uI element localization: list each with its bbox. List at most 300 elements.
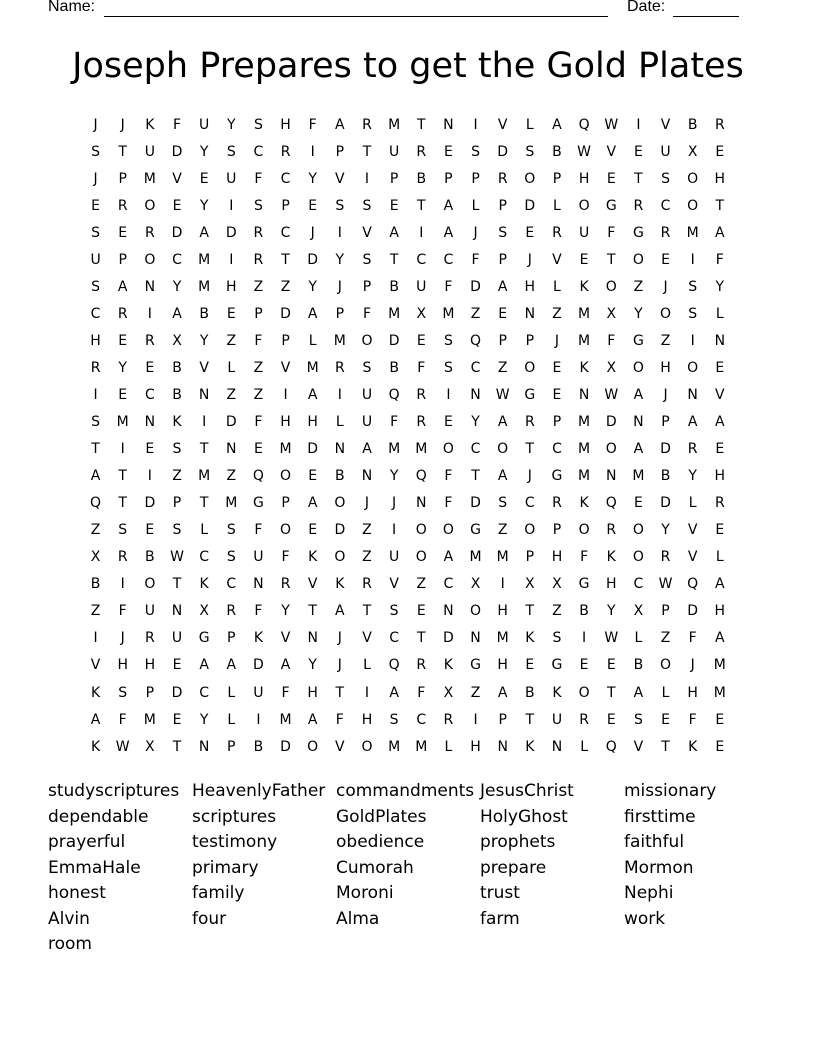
grid-letter[interactable]: C	[552, 441, 562, 458]
grid-letter[interactable]: W	[495, 386, 510, 403]
grid-letter[interactable]: I	[364, 684, 370, 701]
grid-letter[interactable]: E	[199, 170, 209, 187]
grid-letter[interactable]: M	[578, 305, 591, 322]
grid-letter[interactable]: G	[524, 386, 536, 403]
grid-letter[interactable]: S	[688, 278, 698, 295]
grid-letter[interactable]: H	[714, 170, 726, 187]
grid-letter[interactable]: R	[362, 116, 372, 133]
grid-letter[interactable]: I	[229, 197, 234, 214]
grid-letter[interactable]: E	[579, 251, 589, 268]
grid-letter[interactable]: L	[227, 684, 236, 701]
grid-letter[interactable]: M	[442, 305, 455, 322]
grid-letter[interactable]: A	[172, 305, 182, 322]
grid-letter[interactable]: U	[660, 143, 671, 160]
grid-letter[interactable]: D	[225, 414, 237, 431]
grid-letter[interactable]: E	[118, 332, 128, 349]
grid-letter[interactable]: T	[172, 576, 182, 593]
grid-letter[interactable]: D	[334, 522, 346, 539]
grid-letter[interactable]: F	[607, 224, 616, 241]
grid-letter[interactable]: B	[660, 468, 671, 485]
grid-letter[interactable]: P	[281, 495, 290, 512]
grid-letter[interactable]: C	[199, 549, 210, 566]
grid-letter[interactable]: H	[497, 657, 508, 674]
grid-letter[interactable]: L	[308, 332, 317, 349]
grid-letter[interactable]: A	[552, 116, 562, 133]
grid-letter[interactable]: F	[254, 170, 263, 187]
grid-letter[interactable]: F	[308, 116, 317, 133]
grid-letter[interactable]: Z	[660, 630, 671, 647]
grid-letter[interactable]: H	[660, 359, 671, 376]
grid-letter[interactable]: E	[606, 711, 616, 728]
grid-letter[interactable]: L	[471, 197, 480, 214]
grid-letter[interactable]: Z	[253, 278, 264, 295]
grid-letter[interactable]: I	[337, 224, 342, 241]
grid-letter[interactable]: E	[525, 657, 535, 674]
grid-letter[interactable]: M	[415, 441, 428, 458]
grid-letter[interactable]: Z	[633, 278, 644, 295]
grid-letter[interactable]: R	[117, 305, 128, 322]
grid-letter[interactable]: M	[686, 224, 699, 241]
grid-letter[interactable]: Z	[226, 468, 237, 485]
grid-letter[interactable]: W	[170, 549, 184, 566]
grid-letter[interactable]: K	[145, 116, 155, 133]
grid-letter[interactable]: B	[172, 359, 182, 376]
grid-letter[interactable]: M	[198, 278, 211, 295]
grid-letter[interactable]: B	[687, 116, 698, 133]
grid-letter[interactable]: J	[527, 251, 532, 268]
grid-letter[interactable]: M	[632, 468, 645, 485]
grid-letter[interactable]: P	[498, 251, 507, 268]
grid-letter[interactable]: L	[715, 549, 724, 566]
grid-letter[interactable]: S	[335, 197, 345, 214]
grid-letter[interactable]: J	[554, 332, 560, 349]
grid-letter[interactable]: A	[307, 495, 318, 512]
grid-letter[interactable]: Y	[308, 278, 317, 295]
grid-letter[interactable]: R	[714, 116, 725, 133]
grid-letter[interactable]: U	[416, 278, 427, 295]
grid-letter[interactable]: H	[470, 738, 481, 755]
grid-letter[interactable]: O	[687, 170, 699, 187]
grid-letter[interactable]: U	[253, 684, 264, 701]
grid-letter[interactable]: D	[171, 224, 183, 241]
grid-letter[interactable]: S	[91, 414, 101, 431]
grid-letter[interactable]: R	[714, 495, 725, 512]
grid-letter[interactable]: T	[362, 143, 372, 160]
grid-letter[interactable]: Y	[199, 143, 209, 160]
grid-letter[interactable]: I	[690, 332, 695, 349]
grid-letter[interactable]: P	[552, 414, 562, 431]
grid-letter[interactable]: F	[118, 603, 127, 620]
grid-letter[interactable]: R	[552, 224, 562, 241]
grid-letter[interactable]: I	[202, 414, 207, 431]
grid-letter[interactable]: L	[335, 414, 344, 431]
grid-letter[interactable]: D	[225, 224, 237, 241]
grid-letter[interactable]: D	[171, 143, 183, 160]
grid-letter[interactable]: Y	[606, 603, 616, 620]
grid-letter[interactable]: U	[226, 170, 237, 187]
grid-letter[interactable]: C	[633, 576, 644, 593]
grid-letter[interactable]: V	[172, 170, 182, 187]
grid-letter[interactable]: O	[280, 522, 292, 539]
grid-letter[interactable]: M	[578, 414, 591, 431]
grid-letter[interactable]: T	[606, 684, 616, 701]
grid-letter[interactable]: E	[389, 197, 399, 214]
grid-letter[interactable]: S	[688, 305, 698, 322]
grid-letter[interactable]: M	[578, 441, 591, 458]
grid-letter[interactable]: E	[633, 495, 643, 512]
grid-letter[interactable]: A	[389, 224, 399, 241]
grid-letter[interactable]: M	[279, 711, 292, 728]
grid-letter[interactable]: S	[471, 143, 480, 160]
grid-letter[interactable]: T	[118, 143, 127, 160]
grid-letter[interactable]: Y	[172, 278, 182, 295]
grid-letter[interactable]: B	[525, 684, 535, 701]
grid-letter[interactable]: X	[172, 332, 182, 349]
grid-letter[interactable]: I	[120, 576, 125, 593]
grid-letter[interactable]: U	[578, 224, 590, 241]
grid-letter[interactable]: B	[90, 576, 101, 593]
grid-letter[interactable]: N	[687, 386, 698, 403]
grid-letter[interactable]: C	[416, 251, 427, 268]
grid-letter[interactable]: M	[388, 441, 401, 458]
grid-letter[interactable]: K	[525, 738, 535, 755]
grid-letter[interactable]: G	[632, 224, 644, 241]
grid-letter[interactable]: N	[144, 414, 156, 431]
grid-letter[interactable]: X	[606, 305, 617, 322]
grid-letter[interactable]: V	[90, 657, 101, 674]
grid-letter[interactable]: F	[254, 603, 263, 620]
grid-letter[interactable]: I	[120, 441, 125, 458]
grid-letter[interactable]: U	[253, 549, 264, 566]
grid-letter[interactable]: K	[172, 414, 182, 431]
grid-letter[interactable]: O	[361, 332, 373, 349]
grid-letter[interactable]: S	[118, 522, 128, 539]
grid-letter[interactable]: A	[199, 224, 209, 241]
grid-letter[interactable]: Y	[661, 522, 670, 539]
grid-letter[interactable]: A	[497, 414, 508, 431]
grid-letter[interactable]: F	[281, 684, 290, 701]
grid-letter[interactable]: K	[552, 684, 562, 701]
grid-letter[interactable]: S	[253, 116, 263, 133]
grid-letter[interactable]: R	[524, 414, 535, 431]
grid-letter[interactable]: A	[199, 657, 209, 674]
grid-letter[interactable]: E	[443, 143, 453, 160]
grid-letter[interactable]: R	[416, 657, 427, 674]
grid-letter[interactable]: O	[632, 522, 644, 539]
grid-letter[interactable]: N	[551, 738, 563, 755]
grid-letter[interactable]: P	[335, 305, 345, 322]
grid-letter[interactable]: P	[552, 170, 562, 187]
grid-letter[interactable]: T	[525, 711, 535, 728]
grid-letter[interactable]: O	[605, 278, 617, 295]
grid-letter[interactable]: S	[91, 224, 101, 241]
grid-letter[interactable]: E	[715, 522, 725, 539]
grid-letter[interactable]: X	[633, 603, 644, 620]
grid-letter[interactable]: E	[118, 224, 128, 241]
grid-letter[interactable]: S	[525, 143, 535, 160]
grid-letter[interactable]: A	[90, 711, 101, 728]
grid-letter[interactable]: K	[688, 738, 698, 755]
grid-letter[interactable]: E	[253, 441, 263, 458]
grid-letter[interactable]: C	[443, 251, 454, 268]
grid-letter[interactable]: C	[172, 251, 182, 268]
grid-letter[interactable]: X	[199, 603, 209, 620]
grid-letter[interactable]: H	[307, 414, 318, 431]
grid-letter[interactable]: N	[144, 278, 156, 295]
grid-letter[interactable]: P	[118, 170, 127, 187]
grid-letter[interactable]: V	[715, 386, 725, 403]
grid-letter[interactable]: O	[578, 522, 590, 539]
grid-letter[interactable]: Y	[634, 305, 643, 322]
grid-letter[interactable]: Z	[362, 522, 372, 539]
grid-letter[interactable]: R	[633, 197, 644, 214]
grid-letter[interactable]: T	[362, 603, 372, 620]
grid-letter[interactable]: T	[199, 441, 209, 458]
grid-letter[interactable]: Q	[252, 468, 264, 485]
grid-letter[interactable]: K	[308, 549, 318, 566]
grid-letter[interactable]: L	[227, 711, 236, 728]
grid-letter[interactable]: Q	[90, 495, 102, 512]
grid-letter[interactable]: C	[226, 576, 237, 593]
grid-letter[interactable]: H	[117, 657, 128, 674]
grid-letter[interactable]: T	[416, 630, 426, 647]
grid-letter[interactable]: S	[91, 143, 101, 160]
grid-letter[interactable]: Z	[226, 332, 237, 349]
grid-letter[interactable]: U	[388, 549, 400, 566]
grid-letter[interactable]: O	[144, 576, 156, 593]
grid-letter[interactable]: X	[525, 576, 535, 593]
grid-letter[interactable]: S	[443, 332, 453, 349]
grid-letter[interactable]: A	[687, 414, 698, 431]
grid-letter[interactable]: K	[579, 278, 589, 295]
grid-letter[interactable]: D	[307, 441, 319, 458]
grid-letter[interactable]: Z	[470, 684, 481, 701]
grid-letter[interactable]: X	[416, 305, 427, 322]
grid-letter[interactable]: C	[470, 441, 481, 458]
grid-letter[interactable]: Q	[605, 738, 617, 755]
grid-letter[interactable]: D	[144, 495, 156, 512]
grid-letter[interactable]: N	[198, 738, 210, 755]
grid-letter[interactable]: N	[497, 738, 508, 755]
grid-letter[interactable]: S	[443, 359, 453, 376]
grid-letter[interactable]: N	[443, 116, 454, 133]
grid-letter[interactable]: M	[713, 684, 726, 701]
grid-letter[interactable]: V	[362, 224, 372, 241]
grid-letter[interactable]: H	[144, 657, 156, 674]
grid-letter[interactable]: P	[227, 630, 236, 647]
grid-letter[interactable]: E	[579, 657, 589, 674]
grid-letter[interactable]: S	[253, 197, 263, 214]
grid-letter[interactable]: M	[388, 116, 401, 133]
grid-letter[interactable]: K	[606, 549, 616, 566]
grid-letter[interactable]: U	[199, 116, 210, 133]
grid-letter[interactable]: B	[633, 657, 644, 674]
grid-letter[interactable]: H	[307, 684, 318, 701]
grid-letter[interactable]: I	[147, 468, 152, 485]
grid-letter[interactable]: P	[661, 414, 670, 431]
grid-letter[interactable]: E	[552, 359, 562, 376]
grid-letter[interactable]: T	[606, 251, 616, 268]
grid-letter[interactable]: H	[497, 603, 508, 620]
grid-letter[interactable]: F	[254, 522, 263, 539]
grid-letter[interactable]: S	[226, 522, 236, 539]
grid-letter[interactable]: J	[690, 657, 695, 674]
grid-letter[interactable]: K	[90, 738, 101, 755]
grid-letter[interactable]: E	[145, 441, 155, 458]
grid-letter[interactable]: T	[525, 603, 535, 620]
grid-letter[interactable]: I	[473, 711, 478, 728]
grid-letter[interactable]: Q	[605, 495, 617, 512]
date-line[interactable]	[673, 16, 739, 17]
grid-letter[interactable]: E	[172, 657, 182, 674]
grid-letter[interactable]: Z	[90, 603, 101, 620]
name-line[interactable]	[104, 16, 608, 17]
grid-letter[interactable]: V	[660, 116, 671, 133]
grid-letter[interactable]: G	[605, 197, 617, 214]
grid-letter[interactable]: M	[333, 332, 346, 349]
grid-letter[interactable]: A	[633, 441, 644, 458]
grid-letter[interactable]: Z	[253, 359, 264, 376]
grid-letter[interactable]: T	[118, 468, 127, 485]
grid-letter[interactable]: J	[527, 468, 532, 485]
grid-letter[interactable]: B	[579, 603, 589, 620]
grid-letter[interactable]: L	[227, 359, 236, 376]
grid-letter[interactable]: V	[199, 359, 209, 376]
grid-letter[interactable]: P	[335, 143, 345, 160]
grid-letter[interactable]: Q	[578, 116, 590, 133]
grid-letter[interactable]: Y	[226, 116, 236, 133]
grid-letter[interactable]: E	[416, 603, 426, 620]
grid-letter[interactable]: V	[687, 522, 698, 539]
grid-letter[interactable]: V	[552, 251, 562, 268]
grid-letter[interactable]: G	[578, 576, 590, 593]
grid-letter[interactable]: G	[198, 630, 210, 647]
grid-letter[interactable]: M	[225, 495, 238, 512]
grid-letter[interactable]: R	[579, 711, 589, 728]
grid-letter[interactable]: I	[419, 224, 424, 241]
grid-letter[interactable]: J	[337, 278, 342, 295]
grid-letter[interactable]: R	[660, 549, 671, 566]
grid-letter[interactable]: R	[687, 441, 698, 458]
grid-letter[interactable]: Z	[552, 603, 562, 620]
grid-letter[interactable]: R	[416, 414, 427, 431]
grid-letter[interactable]: J	[663, 278, 668, 295]
grid-letter[interactable]: O	[632, 251, 644, 268]
grid-letter[interactable]: G	[470, 522, 481, 539]
grid-letter[interactable]: N	[198, 386, 210, 403]
grid-letter[interactable]: Z	[280, 278, 291, 295]
grid-letter[interactable]: V	[389, 576, 399, 593]
grid-letter[interactable]: J	[120, 630, 125, 647]
grid-letter[interactable]: S	[362, 197, 372, 214]
grid-letter[interactable]: K	[579, 359, 589, 376]
grid-letter[interactable]: F	[335, 711, 344, 728]
grid-letter[interactable]: S	[172, 522, 182, 539]
grid-letter[interactable]: N	[171, 603, 183, 620]
grid-letter[interactable]: V	[335, 738, 345, 755]
grid-letter[interactable]: B	[253, 738, 264, 755]
grid-letter[interactable]: A	[497, 468, 508, 485]
grid-letter[interactable]: Z	[660, 332, 671, 349]
grid-letter[interactable]: N	[470, 630, 481, 647]
grid-letter[interactable]: F	[254, 414, 263, 431]
grid-letter[interactable]: F	[362, 305, 371, 322]
grid-letter[interactable]: N	[578, 386, 590, 403]
grid-letter[interactable]: R	[144, 224, 155, 241]
grid-letter[interactable]: S	[226, 549, 236, 566]
grid-letter[interactable]: K	[579, 495, 589, 512]
grid-letter[interactable]: L	[200, 522, 209, 539]
grid-letter[interactable]: P	[498, 711, 507, 728]
grid-letter[interactable]: S	[633, 711, 643, 728]
grid-letter[interactable]: Y	[118, 359, 127, 376]
grid-letter[interactable]: A	[362, 441, 372, 458]
grid-letter[interactable]: E	[633, 143, 643, 160]
grid-letter[interactable]: F	[688, 711, 697, 728]
grid-letter[interactable]: E	[525, 224, 535, 241]
grid-letter[interactable]: V	[362, 630, 372, 647]
grid-letter[interactable]: K	[525, 630, 535, 647]
grid-letter[interactable]: P	[661, 603, 670, 620]
grid-letter[interactable]: F	[417, 684, 426, 701]
grid-letter[interactable]: Y	[199, 711, 209, 728]
grid-letter[interactable]: T	[199, 495, 209, 512]
grid-letter[interactable]: F	[444, 278, 453, 295]
grid-letter[interactable]: E	[606, 170, 616, 187]
grid-letter[interactable]: C	[90, 305, 101, 322]
grid-letter[interactable]: U	[551, 711, 563, 728]
grid-letter[interactable]: N	[606, 468, 617, 485]
grid-letter[interactable]: J	[364, 495, 370, 512]
grid-letter[interactable]: M	[279, 441, 292, 458]
grid-letter[interactable]: E	[118, 386, 128, 403]
grid-letter[interactable]: N	[416, 495, 427, 512]
grid-letter[interactable]: O	[687, 197, 699, 214]
grid-letter[interactable]: I	[636, 116, 641, 133]
grid-letter[interactable]: M	[116, 414, 129, 431]
grid-letter[interactable]: U	[144, 143, 155, 160]
grid-letter[interactable]: S	[226, 143, 236, 160]
grid-letter[interactable]: E	[498, 305, 508, 322]
grid-letter[interactable]: A	[280, 657, 291, 674]
grid-letter[interactable]: Q	[388, 386, 400, 403]
grid-letter[interactable]: O	[660, 305, 672, 322]
grid-letter[interactable]: N	[714, 332, 726, 349]
grid-letter[interactable]: F	[444, 468, 453, 485]
grid-letter[interactable]: J	[473, 224, 478, 241]
grid-letter[interactable]: I	[690, 251, 695, 268]
grid-letter[interactable]: L	[688, 495, 697, 512]
grid-letter[interactable]: I	[446, 386, 451, 403]
grid-letter[interactable]: F	[417, 359, 426, 376]
grid-letter[interactable]: N	[334, 441, 346, 458]
grid-letter[interactable]: J	[120, 116, 125, 133]
grid-letter[interactable]: S	[552, 630, 562, 647]
grid-letter[interactable]: I	[256, 711, 261, 728]
grid-letter[interactable]: T	[471, 468, 480, 485]
grid-letter[interactable]: A	[715, 630, 725, 647]
grid-letter[interactable]: T	[118, 495, 127, 512]
grid-letter[interactable]: L	[444, 738, 453, 755]
grid-letter[interactable]: Q	[470, 332, 482, 349]
grid-letter[interactable]: W	[604, 630, 619, 647]
grid-letter[interactable]: C	[280, 224, 291, 241]
grid-letter[interactable]: Y	[389, 468, 399, 485]
grid-letter[interactable]: B	[389, 359, 399, 376]
grid-letter[interactable]: A	[497, 278, 508, 295]
grid-letter[interactable]: C	[199, 684, 210, 701]
grid-letter[interactable]: S	[389, 603, 399, 620]
